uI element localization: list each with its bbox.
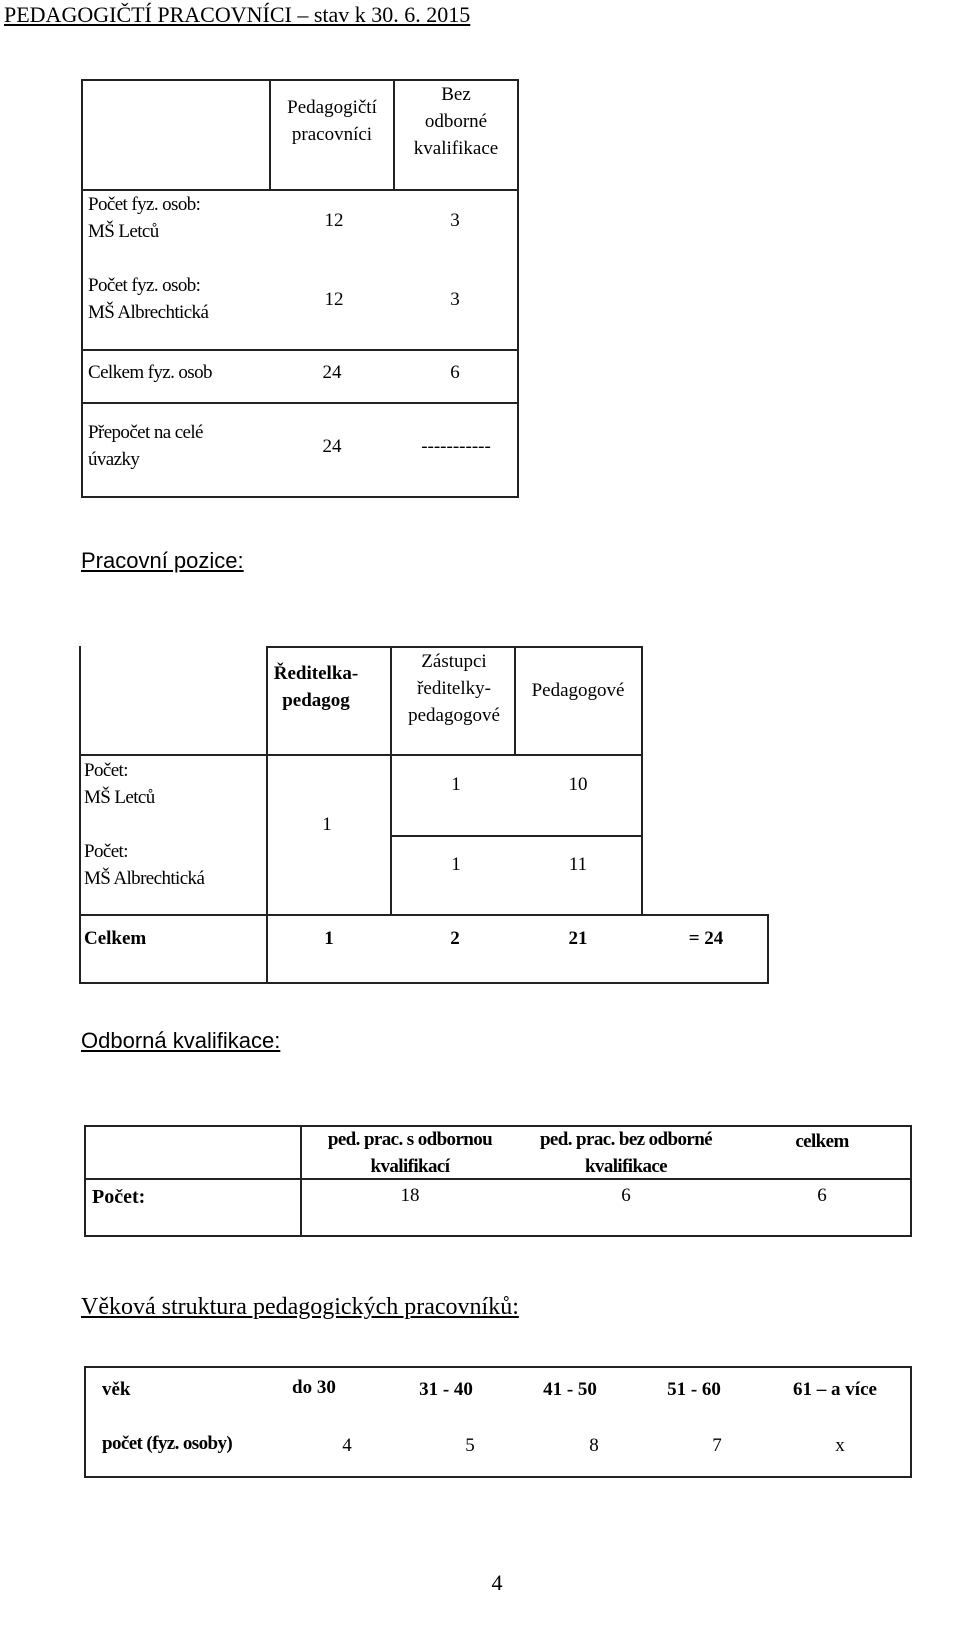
cell-bez-odborne: 6: [621, 1185, 631, 1206]
row-label-pozice-albrechticka: Počet: MŠ Albrechtická: [84, 841, 205, 889]
section-heading-positions: Pracovní pozice:: [81, 548, 244, 573]
cell-zastupci-albrechticka: 1: [451, 854, 461, 875]
age-cell-51-60: 7: [712, 1435, 722, 1456]
cell-albrechticka-pedagogicti: 12: [324, 289, 344, 310]
row-label-pozice-letcu: Počet: MŠ Letců: [84, 760, 155, 808]
header-bez-kvalifikace: Bez odborné kvalifikace: [413, 84, 499, 159]
total-zastupci: 2: [450, 928, 460, 949]
age-row-label: počet (fyz. osoby): [102, 1433, 233, 1454]
cell-celkem-pedagogicti: 24: [322, 362, 342, 383]
header-celkem: celkem: [795, 1131, 849, 1152]
cell-albrechticka-bez: 3: [450, 289, 460, 310]
header-zastupci: Zástupci ředitelky- pedagogové: [408, 651, 500, 726]
row-label-celkem: Celkem fyz. osob: [88, 362, 212, 383]
cell-pedagogove-albrechticka: 11: [568, 854, 588, 875]
total-label: Celkem: [84, 928, 147, 949]
age-header-41-50: 41 - 50: [543, 1379, 597, 1400]
total-pedagogove: 21: [568, 928, 588, 949]
cell-pedagogove-letcu: 10: [568, 774, 588, 795]
page-number: 4: [491, 1570, 503, 1595]
age-header-51-60: 51 - 60: [667, 1379, 721, 1400]
row-label-albrechticka: Počet fyz. osob: MŠ Albrechtická: [88, 275, 209, 323]
row-label-prepocet: Přepočet na celé úvazky: [88, 422, 203, 470]
header-pedagogicti: Pedagogičtí pracovníci: [287, 97, 377, 145]
total-reditelka: 1: [324, 928, 334, 949]
header-pedagogove: Pedagogové: [531, 680, 625, 701]
age-header-61plus: 61 – a více: [793, 1379, 877, 1400]
section-heading-qualification: Odborná kvalifikace:: [81, 1028, 281, 1053]
cell-celkem-bez: 6: [450, 362, 460, 383]
age-header-31-40: 31 - 40: [419, 1379, 473, 1400]
cell-prepocet-bez: -----------: [421, 436, 491, 457]
header-bez-odborne: ped. prac. bez odborné kvalifikace: [539, 1129, 713, 1177]
total-sum: = 24: [688, 928, 724, 949]
page-title: PEDAGOGIČTÍ PRACOVNÍCI – stav k 30. 6. 2015: [4, 2, 471, 27]
qualification-row-label: Počet:: [92, 1186, 146, 1208]
header-s-odbornou: ped. prac. s odbornou kvalifikací: [327, 1129, 493, 1177]
cell-letcu-pedagogicti: 12: [324, 210, 344, 231]
age-header-do30: do 30: [292, 1377, 336, 1398]
age-header-vek: věk: [102, 1379, 131, 1400]
section-heading-age: Věková struktura pedagogických pracovníků:: [81, 1294, 519, 1320]
header-reditelka: Ředitelka- pedagog: [273, 663, 359, 711]
cell-s-odbornou: 18: [400, 1185, 420, 1206]
cell-reditelka-shared: 1: [322, 814, 332, 835]
cell-letcu-bez: 3: [450, 210, 460, 231]
age-cell-41-50: 8: [589, 1435, 599, 1456]
age-cell-do30: 4: [342, 1435, 352, 1456]
cell-prepocet-pedagogicti: 24: [322, 436, 342, 457]
cell-zastupci-letcu: 1: [451, 774, 461, 795]
age-cell-31-40: 5: [465, 1435, 475, 1456]
age-cell-61plus: x: [835, 1435, 845, 1456]
cell-celkem: 6: [817, 1185, 827, 1206]
row-label-letcu: Počet fyz. osob: MŠ Letců: [88, 194, 201, 242]
